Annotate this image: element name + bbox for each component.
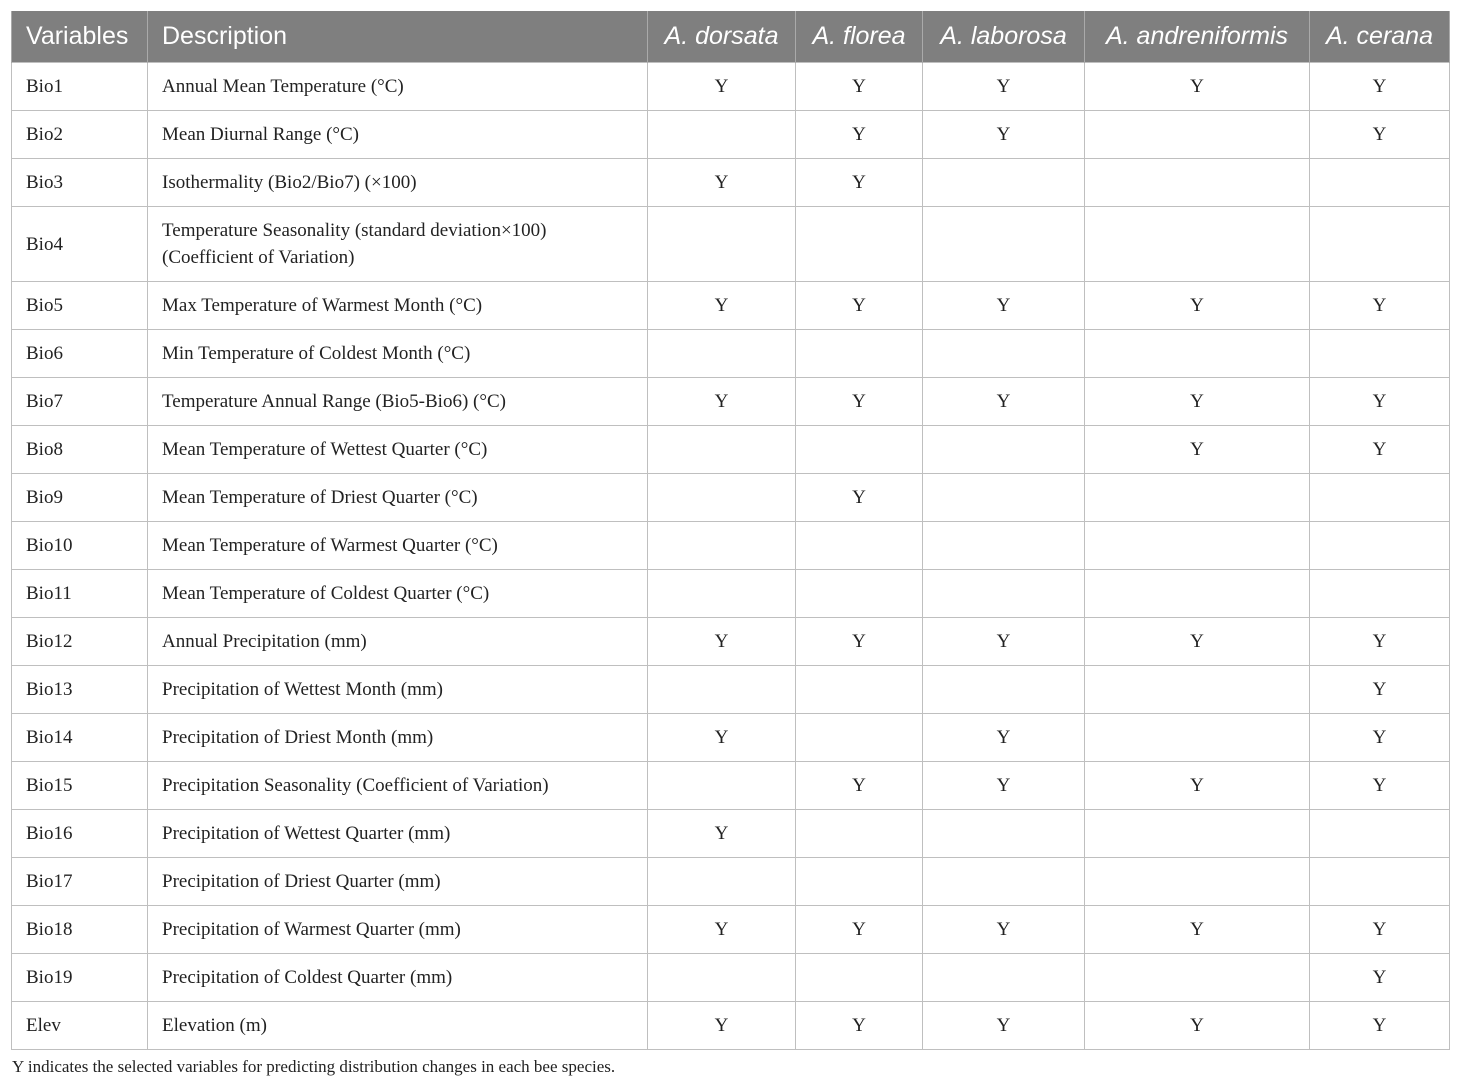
a-cerana-cell: Y (1310, 954, 1450, 1002)
description-cell: Precipitation of Driest Quarter (mm) (148, 858, 648, 906)
a-laborosa-cell: Y (923, 63, 1085, 111)
a-laborosa-cell (923, 159, 1085, 207)
a-dorsata-cell (648, 666, 796, 714)
a-dorsata-cell (648, 111, 796, 159)
variable-cell: Bio1 (12, 63, 148, 111)
description-cell: Max Temperature of Warmest Month (°C) (148, 282, 648, 330)
header-row (12, 11, 1450, 63)
a-florea-cell: Y (796, 378, 923, 426)
header-a-andreniformis: A. andreniformis (1085, 11, 1310, 63)
a-andreniformis-cell: Y (1085, 282, 1310, 330)
a-florea-cell (796, 570, 923, 618)
a-laborosa-cell (923, 810, 1085, 858)
a-andreniformis-cell: Y (1085, 762, 1310, 810)
a-dorsata-cell (648, 522, 796, 570)
a-cerana-cell (1310, 522, 1450, 570)
a-dorsata-cell (648, 762, 796, 810)
a-cerana-cell: Y (1310, 906, 1450, 954)
a-cerana-cell (1310, 858, 1450, 906)
table-row (12, 282, 1450, 330)
header-a-cerana: A. cerana (1310, 11, 1450, 63)
a-dorsata-cell: Y (648, 282, 796, 330)
a-dorsata-cell (648, 330, 796, 378)
a-andreniformis-cell (1085, 570, 1310, 618)
a-dorsata-cell: Y (648, 618, 796, 666)
a-andreniformis-cell: Y (1085, 378, 1310, 426)
variable-cell: Bio5 (12, 282, 148, 330)
table-row (12, 810, 1450, 858)
a-florea-cell: Y (796, 618, 923, 666)
a-andreniformis-cell (1085, 954, 1310, 1002)
header-a-florea: A. florea (796, 11, 923, 63)
a-laborosa-cell (923, 330, 1085, 378)
variable-cell: Bio16 (12, 810, 148, 858)
a-dorsata-cell: Y (648, 1002, 796, 1050)
a-florea-cell (796, 207, 923, 282)
a-andreniformis-cell: Y (1085, 426, 1310, 474)
description-cell: Mean Temperature of Warmest Quarter (°C) (148, 522, 648, 570)
a-dorsata-cell (648, 858, 796, 906)
header-a-dorsata: A. dorsata (648, 11, 796, 63)
variable-cell: Bio6 (12, 330, 148, 378)
a-andreniformis-cell: Y (1085, 906, 1310, 954)
a-laborosa-cell (923, 474, 1085, 522)
a-florea-cell (796, 522, 923, 570)
variable-cell: Bio18 (12, 906, 148, 954)
a-cerana-cell: Y (1310, 666, 1450, 714)
description-cell: Precipitation Seasonality (Coefficient of Variation) (148, 762, 648, 810)
description-cell: Mean Temperature of Driest Quarter (°C) (148, 474, 648, 522)
a-florea-cell: Y (796, 762, 923, 810)
a-laborosa-cell (923, 666, 1085, 714)
a-florea-cell (796, 666, 923, 714)
a-dorsata-cell: Y (648, 63, 796, 111)
variable-cell: Bio11 (12, 570, 148, 618)
table-row (12, 426, 1450, 474)
a-andreniformis-cell: Y (1085, 1002, 1310, 1050)
table-row (12, 378, 1450, 426)
variable-cell: Bio7 (12, 378, 148, 426)
a-laborosa-cell: Y (923, 282, 1085, 330)
a-laborosa-cell: Y (923, 618, 1085, 666)
description-cell: Mean Temperature of Wettest Quarter (°C) (148, 426, 648, 474)
variable-cell: Bio9 (12, 474, 148, 522)
a-cerana-cell: Y (1310, 426, 1450, 474)
a-dorsata-cell: Y (648, 906, 796, 954)
a-florea-cell: Y (796, 474, 923, 522)
a-laborosa-cell (923, 954, 1085, 1002)
a-cerana-cell (1310, 810, 1450, 858)
a-andreniformis-cell: Y (1085, 618, 1310, 666)
variable-cell: Bio2 (12, 111, 148, 159)
a-laborosa-cell: Y (923, 378, 1085, 426)
description-cell: Precipitation of Warmest Quarter (mm) (148, 906, 648, 954)
table-row (12, 159, 1450, 207)
a-cerana-cell: Y (1310, 1002, 1450, 1050)
table-row (12, 522, 1450, 570)
table-row (12, 906, 1450, 954)
a-andreniformis-cell (1085, 330, 1310, 378)
description-cell: Mean Diurnal Range (°C) (148, 111, 648, 159)
a-dorsata-cell (648, 474, 796, 522)
variable-cell: Bio17 (12, 858, 148, 906)
variable-cell: Bio10 (12, 522, 148, 570)
a-cerana-cell (1310, 330, 1450, 378)
a-dorsata-cell: Y (648, 378, 796, 426)
description-cell: Elevation (m) (148, 1002, 648, 1050)
a-andreniformis-cell (1085, 111, 1310, 159)
description-cell: Temperature Annual Range (Bio5-Bio6) (°C) (148, 378, 648, 426)
a-laborosa-cell (923, 858, 1085, 906)
a-florea-cell (796, 426, 923, 474)
a-andreniformis-cell (1085, 159, 1310, 207)
a-cerana-cell: Y (1310, 714, 1450, 762)
description-cell: Temperature Seasonality (standard deviation×100) (Coefficient of Variation) (148, 207, 648, 282)
table-row (12, 954, 1450, 1002)
table-row (12, 474, 1450, 522)
variables-table (11, 11, 1449, 1050)
description-cell: Precipitation of Wettest Month (mm) (148, 666, 648, 714)
description-cell: Annual Mean Temperature (°C) (148, 63, 648, 111)
table-row (12, 63, 1450, 111)
a-andreniformis-cell (1085, 666, 1310, 714)
table-row (12, 207, 1450, 282)
a-laborosa-cell: Y (923, 714, 1085, 762)
a-andreniformis-cell (1085, 474, 1310, 522)
a-dorsata-cell: Y (648, 810, 796, 858)
variable-cell: Bio19 (12, 954, 148, 1002)
a-cerana-cell (1310, 159, 1450, 207)
description-cell: Isothermality (Bio2/Bio7) (×100) (148, 159, 648, 207)
a-dorsata-cell: Y (648, 714, 796, 762)
table-body (12, 63, 1450, 1050)
a-laborosa-cell (923, 522, 1085, 570)
a-cerana-cell (1310, 570, 1450, 618)
a-laborosa-cell (923, 570, 1085, 618)
header-a-laborosa: A. laborosa (923, 11, 1085, 63)
a-dorsata-cell (648, 954, 796, 1002)
a-florea-cell: Y (796, 282, 923, 330)
a-cerana-cell: Y (1310, 618, 1450, 666)
a-andreniformis-cell (1085, 714, 1310, 762)
a-florea-cell: Y (796, 63, 923, 111)
variable-cell: Bio8 (12, 426, 148, 474)
a-dorsata-cell (648, 207, 796, 282)
a-laborosa-cell (923, 207, 1085, 282)
a-florea-cell (796, 858, 923, 906)
a-cerana-cell (1310, 474, 1450, 522)
a-laborosa-cell (923, 426, 1085, 474)
a-florea-cell: Y (796, 111, 923, 159)
a-cerana-cell: Y (1310, 282, 1450, 330)
header-variables: Variables (12, 11, 148, 63)
description-cell: Min Temperature of Coldest Month (°C) (148, 330, 648, 378)
description-cell: Precipitation of Wettest Quarter (mm) (148, 810, 648, 858)
header-description: Description (148, 11, 648, 63)
a-florea-cell: Y (796, 159, 923, 207)
a-florea-cell (796, 714, 923, 762)
a-cerana-cell (1310, 207, 1450, 282)
a-laborosa-cell: Y (923, 906, 1085, 954)
variable-cell: Bio13 (12, 666, 148, 714)
description-cell: Annual Precipitation (mm) (148, 618, 648, 666)
a-andreniformis-cell: Y (1085, 63, 1310, 111)
a-andreniformis-cell (1085, 810, 1310, 858)
a-dorsata-cell: Y (648, 159, 796, 207)
table-row (12, 762, 1450, 810)
table-row (12, 858, 1450, 906)
a-dorsata-cell (648, 570, 796, 618)
table-row (12, 1002, 1450, 1050)
a-andreniformis-cell (1085, 858, 1310, 906)
a-laborosa-cell: Y (923, 1002, 1085, 1050)
table-footnote: Y indicates the selected variables for predicting distribution changes in each bee species. (12, 1057, 616, 1076)
a-laborosa-cell: Y (923, 111, 1085, 159)
variable-cell: Bio12 (12, 618, 148, 666)
a-florea-cell (796, 810, 923, 858)
a-florea-cell: Y (796, 906, 923, 954)
a-cerana-cell: Y (1310, 111, 1450, 159)
variable-cell: Bio15 (12, 762, 148, 810)
a-cerana-cell: Y (1310, 378, 1450, 426)
a-florea-cell (796, 330, 923, 378)
a-florea-cell: Y (796, 1002, 923, 1050)
variable-cell: Elev (12, 1002, 148, 1050)
a-cerana-cell: Y (1310, 762, 1450, 810)
description-cell: Precipitation of Driest Month (mm) (148, 714, 648, 762)
table-row (12, 618, 1450, 666)
description-cell: Precipitation of Coldest Quarter (mm) (148, 954, 648, 1002)
a-florea-cell (796, 954, 923, 1002)
description-cell: Mean Temperature of Coldest Quarter (°C) (148, 570, 648, 618)
table-row (12, 666, 1450, 714)
table-row (12, 330, 1450, 378)
variable-cell: Bio3 (12, 159, 148, 207)
a-dorsata-cell (648, 426, 796, 474)
a-andreniformis-cell (1085, 207, 1310, 282)
table-row (12, 570, 1450, 618)
a-cerana-cell: Y (1310, 63, 1450, 111)
table-row (12, 714, 1450, 762)
table-row (12, 111, 1450, 159)
a-andreniformis-cell (1085, 522, 1310, 570)
variable-cell: Bio4 (12, 207, 148, 282)
a-laborosa-cell: Y (923, 762, 1085, 810)
data-table (11, 11, 1450, 1050)
variable-cell: Bio14 (12, 714, 148, 762)
